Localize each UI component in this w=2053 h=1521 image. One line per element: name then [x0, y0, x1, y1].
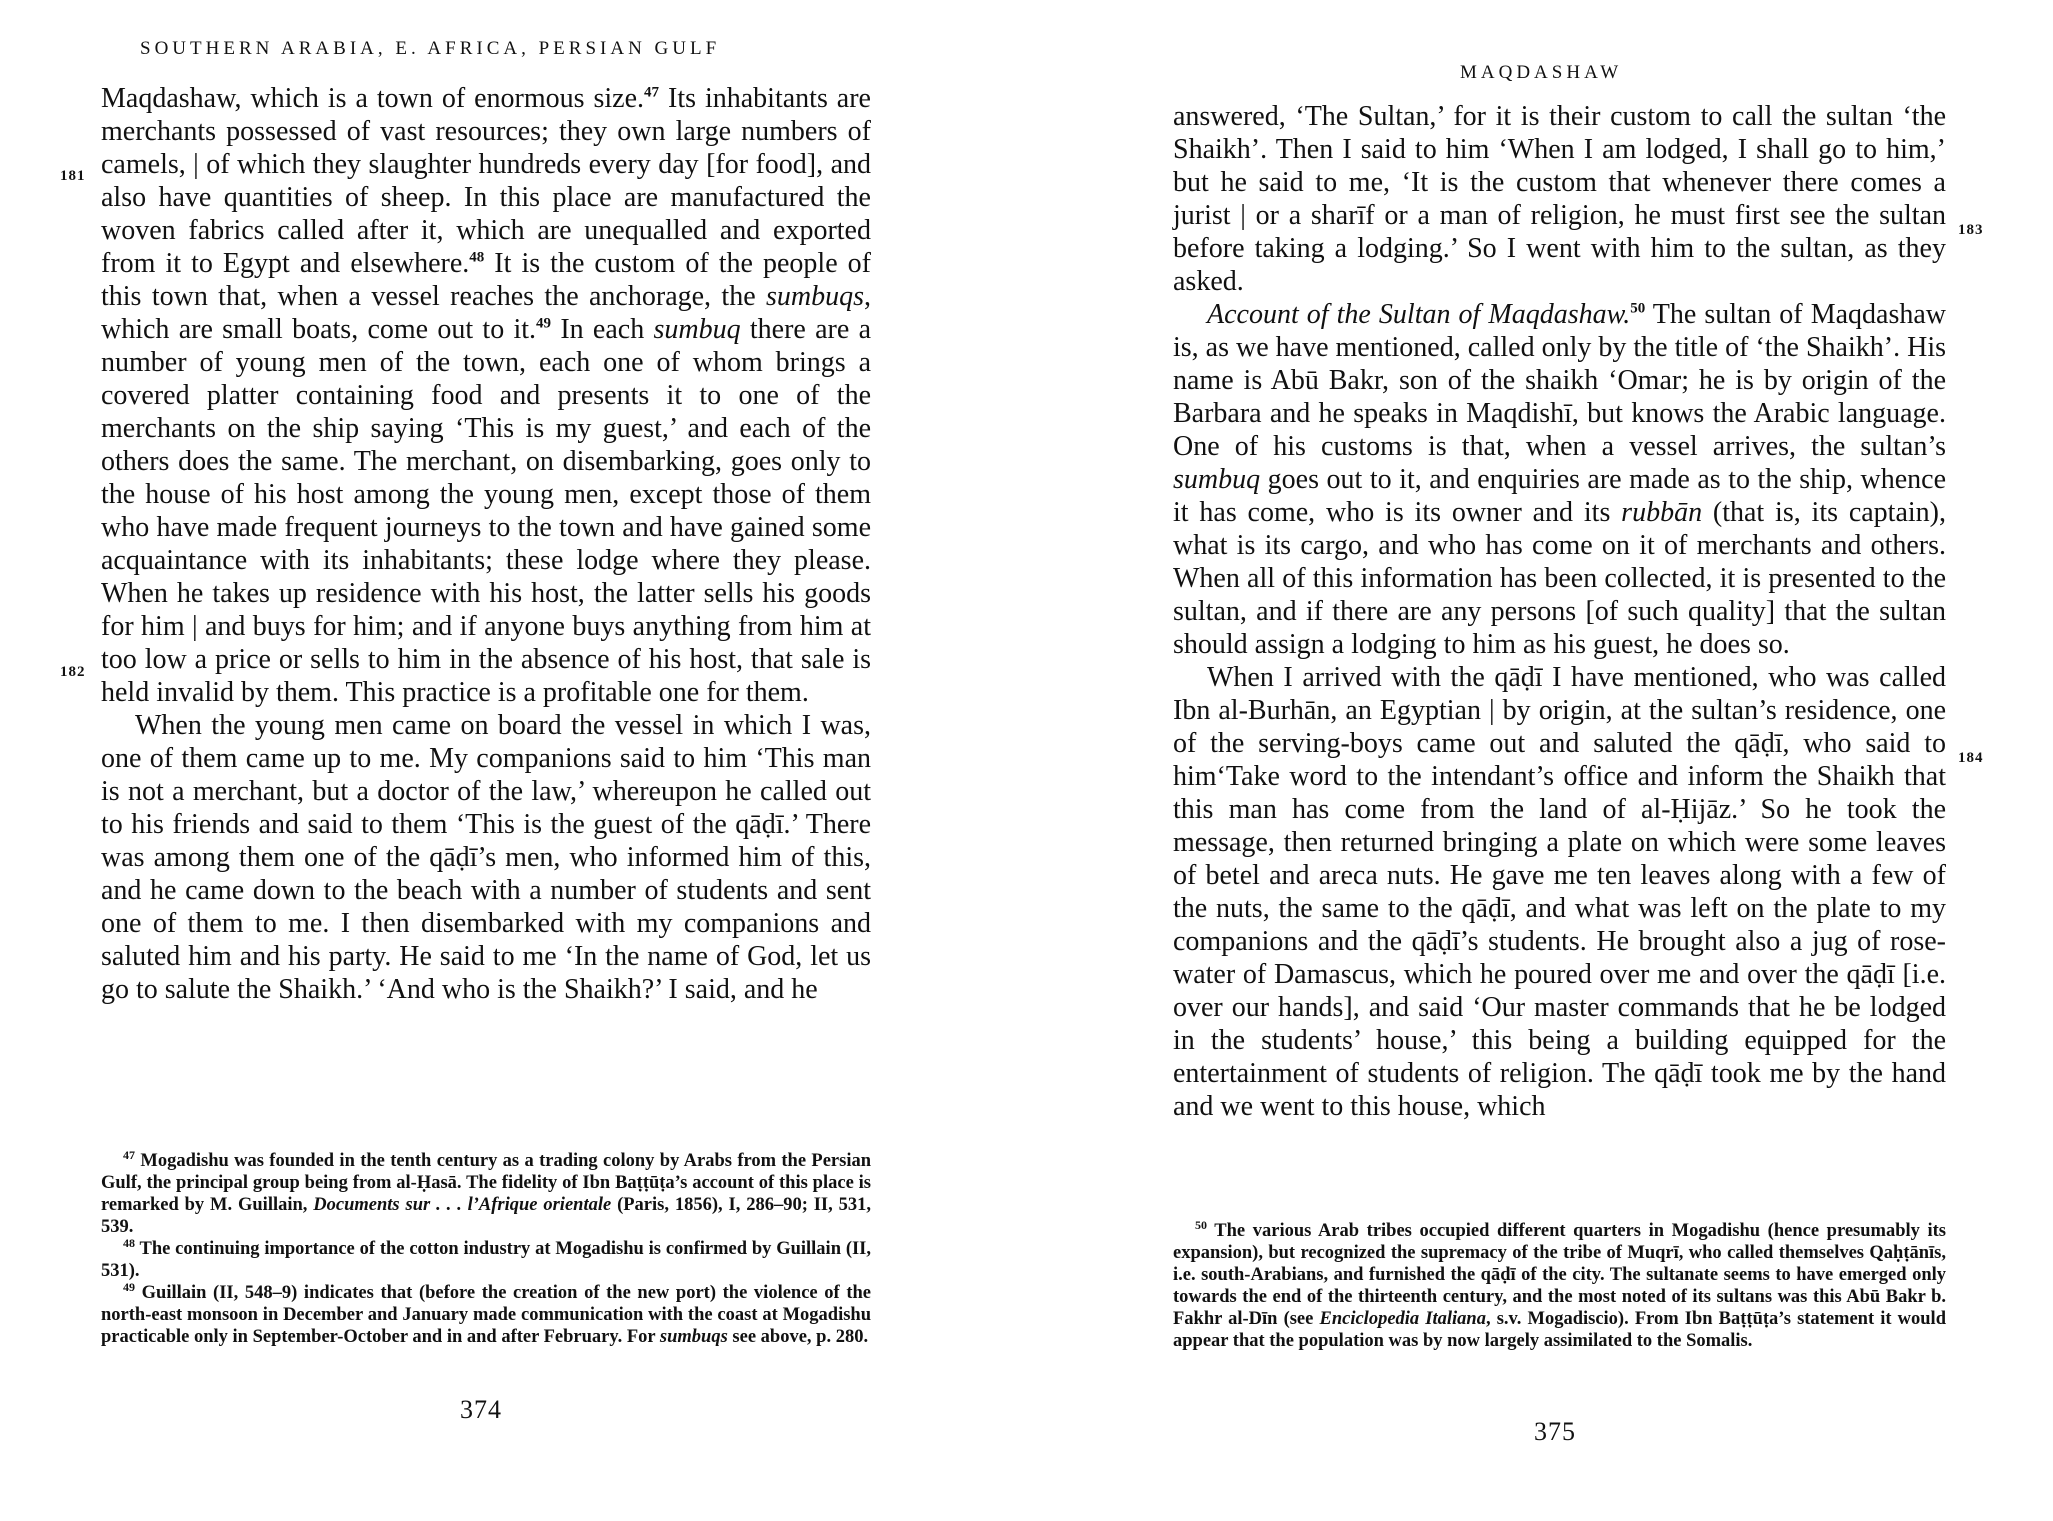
- footnote-number: 47: [123, 1147, 135, 1162]
- footnote-reference: 49: [536, 315, 552, 332]
- text-run: When I arrived with the qāḍī I have mentioned, who was called Ibn al-Burhān, an Egyptian | by origin, at the sultan’s residence, one of the serving-boys came out and saluted the qāḍī, who said to him‘Take word to the intendant’s office and inform the Shaikh that this man has come from the land of al-Ḥijāz.’ So he took the message, then returned bringing a plate on which were some leaves of betel and areca nuts. He gave me ten leaves along with a few of the nuts, the same to the qāḍī, and what was left on the plate to my companions and the qāḍī’s students. He brought also a jug of rose-water of Damascus, which he poured over me and over the qāḍī [i.e. over our hands], and said ‘Our master commands that he be lodged in the students’ house,’ this being a building equipped for the entertainment of students of religion. The qāḍī took me by the hand and we went to this house, which: [1173, 662, 1946, 1122]
- text-run: goes out to it, and enquiries are made as to the ship, whence it has come, who is its owner and its: [1173, 464, 1946, 528]
- footnote-reference: 47: [644, 84, 660, 101]
- text-run: see above, p. 280.: [727, 1327, 869, 1347]
- body-text: [101, 82, 871, 1006]
- text-run: When the young men came on board the vessel in which I was, one of them came up to me. My companions said to him ‘This man is not a merchant, but a doctor of the law,’ whereupon he called out to his friends and said to them ‘This is the guest of the qāḍī.’ There was among them one of the qāḍī’s men, who informed him of this, and he came down to the beach with a number of students and sent one of them to me. I then disembarked with my companions and saluted him and his party. He said to me ‘In the name of God, let us go to salute the Shaikh.’ ‘And who is the Shaikh?’ I said, and he: [101, 710, 871, 1005]
- italic-text: rubbān: [1621, 497, 1703, 528]
- text-run: Its inhabitants are merchants possessed of vast resources; they own large numbers of camels, | of which they slaughter hundreds every day [for food], and also have quantities of sheep. In this place are manufactured the woven fabrics called after it, which are unequalled and exported from it to Egypt and elsewhere.: [101, 83, 871, 279]
- left-page: [0, 0, 1000, 1521]
- body-text: [1173, 100, 1946, 1123]
- italic-text: sumbuqs: [659, 1327, 728, 1347]
- text-run: The sultan of Maqdashaw is, as we have mentioned, called only by the title of ‘the Shaikh’. His name is Abū Bakr, son of the shaikh ‘Omar; he is by origin of the Barbara and he speaks in Maqdishī, but knows the Arabic language. One of his customs is that, when a vessel arrives, the sultan’s: [1173, 299, 1946, 462]
- text-run: , which are small boats, come out to it.: [101, 281, 871, 345]
- margin-page-reference: 183: [1958, 222, 1984, 238]
- text-run: The various Arab tribes occupied different quarters in Mogadishu (hence presumably its expansion), but recognized the supremacy of the tribe of Muqrī, who called themselves Qaḥṭānīs, i.e. south-Arabians, and furnished the qāḍī of the city. The sultanate seems to have emerged only towards the end of the thirteenth century, and the most noted of its sultans was this Abū Bakr b. Fakhr al-Dīn (see: [1173, 1221, 1946, 1329]
- text-run: In each: [551, 314, 654, 345]
- paragraph: [101, 82, 871, 709]
- footnote-reference: 48: [469, 249, 485, 266]
- footnote: [101, 1279, 871, 1348]
- margin-page-reference: 181: [60, 168, 86, 184]
- footnote-number: 49: [123, 1279, 135, 1294]
- italic-text: Account of the Sultan of Maqdashaw.: [1207, 299, 1631, 330]
- italic-text: sumbuq: [1173, 464, 1261, 495]
- paragraph: [1173, 661, 1946, 1123]
- running-head: MAQDASHAW: [1460, 62, 1623, 83]
- footnotes: [101, 1147, 872, 1348]
- right-page: [1060, 0, 2053, 1521]
- text-run: there are a number of young men of the town, each one of whom brings a covered platter containing food and presents it to one of the merchants on the ship saying ‘This is my guest,’ and each of the others does the same. The merchant, on disembarking, goes only to the house of his host among the young men, except those of them who have made frequent journeys to the town and have gained some acquaintance with its inhabitants; these lodge where they please. When he takes up residence with his host, the latter sells his goods for him | and buys for him; and if anyone buys anything from him at too low a price or sells to him in the absence of his host, that sale is held invalid by them. This practice is a profitable one for them.: [101, 314, 871, 708]
- paragraph: [1173, 298, 1946, 661]
- text-run: Maqdashaw, which is a town of enormous size.: [101, 83, 645, 114]
- text-run: The continuing importance of the cotton industry at Mogadishu is confirmed by Guillain (II, 531).: [101, 1239, 871, 1281]
- footnote-number: 48: [123, 1235, 135, 1250]
- italic-text: Documents sur . . . l’Afrique orientale: [313, 1195, 612, 1215]
- page-number: 374: [460, 1395, 502, 1424]
- footnote: [1173, 1217, 1946, 1352]
- footnote: [101, 1235, 871, 1282]
- paragraph: [1173, 100, 1946, 298]
- text-run: It is the custom of the people of this town that, when a vessel reaches the anchorage, the: [101, 248, 871, 312]
- text-run: answered, ‘The Sultan,’ for it is their custom to call the sultan ‘the Shaikh’. Then I said to him ‘When I am lodged, I shall go to him,’ but he said to me, ‘It is the custom that whenever there comes a jurist | or a sharīf or a man of religion, he must first see the sultan before taking a lodging.’ So I went with him to the sultan, as they asked.: [1173, 101, 1946, 297]
- margin-page-reference: 184: [1958, 750, 1984, 766]
- text-run: (that is, its captain), what is its cargo, and who has come on it of merchants and others. When all of this information has been collected, it is presented to the sultan, and if there are any persons [of such quality] that the sultan should assign a lodging to him as his guest, he does so.: [1173, 497, 1946, 660]
- footnotes: [1173, 1217, 1946, 1352]
- margin-page-reference: 182: [60, 664, 86, 680]
- text-run: Guillain (II, 548–9) indicates that (before the creation of the new port) the violence of the north-east monsoon in December and January made communication with the coast at Mogadishu practicable only in September-October and in and after February. For: [101, 1283, 871, 1347]
- text-run: (Paris, 1856), I, 286–90; II, 531, 539.: [101, 1195, 872, 1237]
- footnote: [101, 1147, 872, 1238]
- italic-text: sumbuqs: [765, 281, 864, 312]
- running-head: SOUTHERN ARABIA, E. AFRICA, PERSIAN GULF: [140, 38, 721, 59]
- paragraph: [101, 709, 871, 1006]
- footnote-number: 50: [1195, 1217, 1207, 1232]
- text-run: Mogadishu was founded in the tenth century as a trading colony by Arabs from the Persian Gulf, the principal group being from al-Ḥasā. The fidelity of Ibn Baṭṭūṭa’s account of this place is remarked by M. Guillain,: [101, 1151, 871, 1215]
- footnote-reference: 50: [1630, 300, 1646, 317]
- text-run: , s.v. Mogadiscio). From Ibn Baṭṭūṭa’s statement it would appear that the population was by now largely assimilated to the Somalis.: [1173, 1309, 1946, 1351]
- italic-text: Enciclopedia Italiana: [1319, 1309, 1486, 1329]
- italic-text: sumbuq: [653, 314, 741, 345]
- page-number: 375: [1534, 1417, 1576, 1446]
